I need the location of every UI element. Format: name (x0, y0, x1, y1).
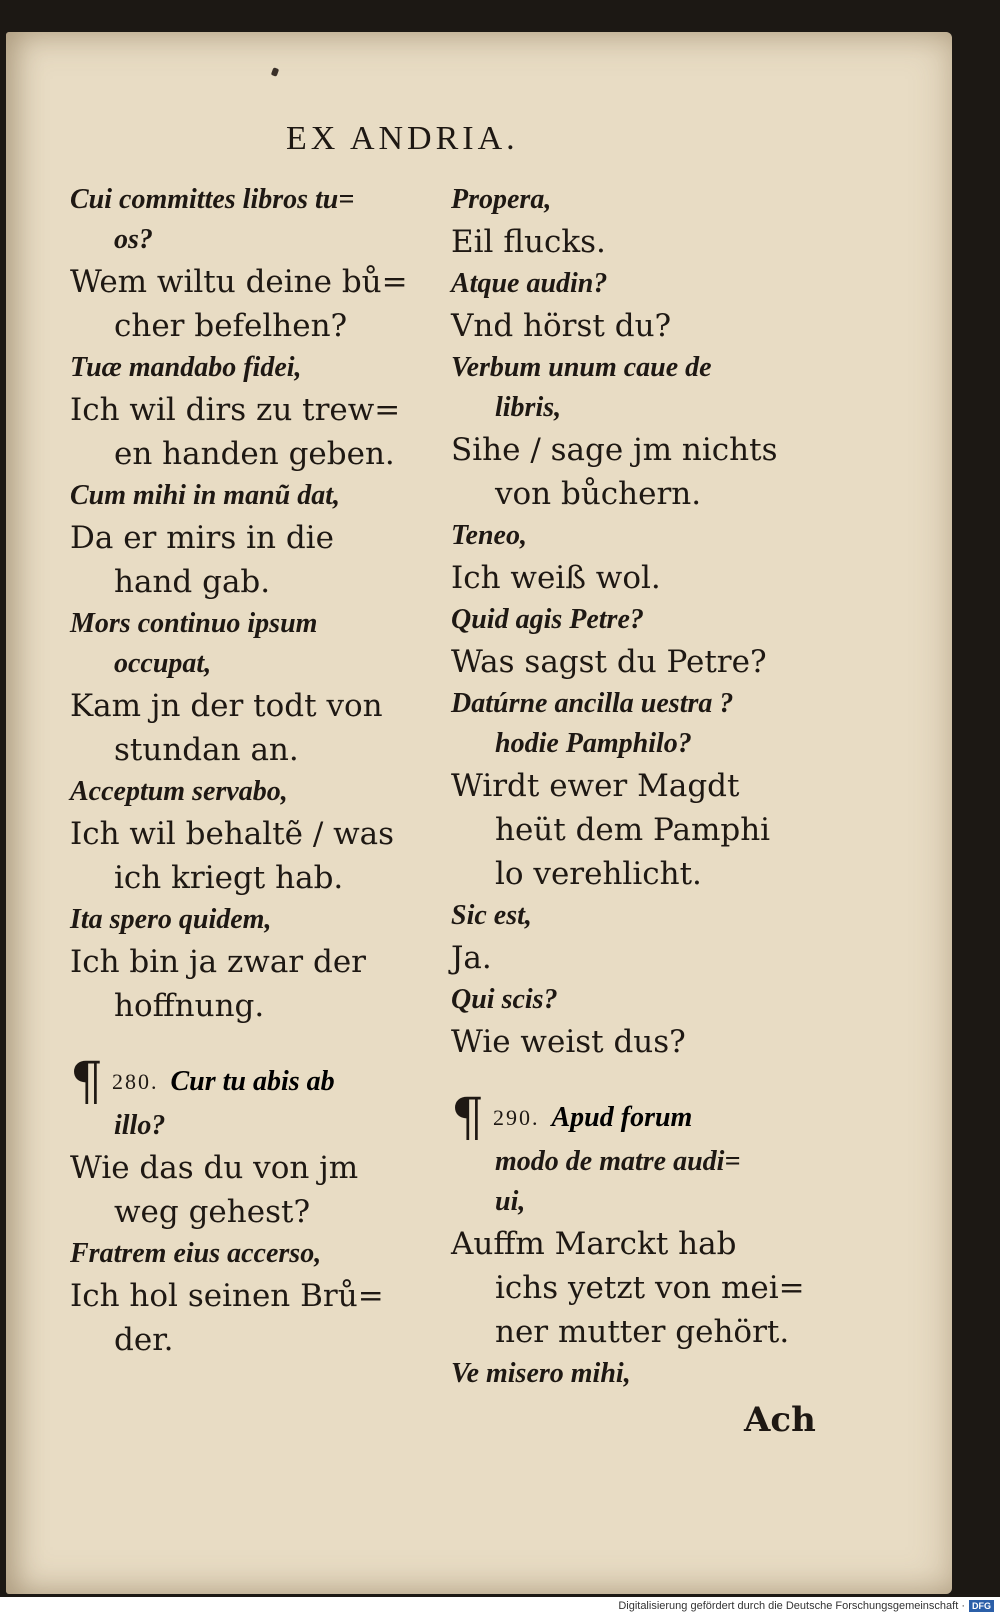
section-latin-line: Apud forum (551, 1102, 693, 1133)
page-edge-mark (271, 67, 279, 77)
latin-line: occupat, (114, 648, 212, 679)
latin-line: libris, (495, 392, 562, 423)
german-line: der. (114, 1322, 174, 1358)
latin-line: Quid agis Petre? (451, 604, 644, 635)
latin-line: hodie Pamphilo? (495, 728, 692, 759)
latin-line: modo de matre audi= (495, 1146, 741, 1177)
right-dialogue-block-1 (451, 180, 801, 1064)
german-line: heüt dem Pamphi (495, 812, 771, 848)
right-dialogue-block-2 (451, 1142, 805, 1394)
latin-line: Ita spero quidem, (70, 904, 272, 935)
german-line: Wie das du von jm (70, 1150, 359, 1186)
dfg-logo: DFG (969, 1600, 994, 1612)
german-line: Eil flucks. (451, 224, 606, 260)
latin-line: Cum mihi in manũ dat, (70, 480, 340, 511)
latin-line: Fratrem eius accerso, (70, 1238, 322, 1269)
latin-line: os? (114, 224, 153, 255)
latin-line: Teneo, (451, 520, 527, 551)
german-line: Wirdt ewer Magdt (451, 768, 740, 804)
german-line: Da er mirs in die (70, 520, 334, 556)
german-line: Ich bin ja zwar der (70, 944, 366, 980)
section-number: 280. (112, 1069, 159, 1094)
latin-line: Sic est, (451, 900, 532, 931)
right-text-column (451, 180, 805, 1394)
latin-line: Datúrne ancilla uestra ? (451, 688, 734, 719)
section-gap (451, 1064, 801, 1094)
latin-line: Qui scis? (451, 984, 558, 1015)
latin-line: Tuæ mandabo fidei, (70, 352, 302, 383)
german-line: Was sagst du Petre? (451, 644, 767, 680)
german-line: en handen geben. (114, 436, 395, 472)
catchword: Ach (744, 1400, 816, 1440)
section-latin-line: Cur tu abis ab (170, 1066, 335, 1097)
german-line: Ich wil behaltẽ / was (70, 816, 395, 852)
german-line: lo verehlicht. (495, 856, 702, 892)
section-heading-290 (451, 1088, 801, 1148)
german-line: weg gehest? (114, 1194, 311, 1230)
digitization-footer (0, 1597, 1000, 1615)
latin-line: ui, (495, 1186, 526, 1217)
left-dialogue-block-1 (70, 180, 420, 1028)
german-line: Kam jn der todt von (70, 688, 383, 724)
latin-line: Cui committes libros tu= (70, 184, 355, 215)
german-line: von bůchern. (495, 476, 702, 512)
left-text-column (70, 180, 420, 1362)
german-line: stundan an. (114, 732, 299, 768)
german-line: Ich weiß wol. (451, 560, 661, 596)
latin-line: Propera, (451, 184, 552, 215)
german-line: ichs yetzt von mei= (495, 1270, 805, 1306)
german-line: Wie weist dus? (451, 1024, 686, 1060)
german-line: ner mutter gehört. (495, 1314, 790, 1350)
section-mark-icon: ¶ (70, 1052, 104, 1112)
german-line: Ja. (451, 940, 492, 976)
german-line: Auffm Marckt hab (451, 1226, 737, 1262)
latin-line: Atque audin? (451, 268, 608, 299)
footer-credit: Digitalisierung gefördert durch die Deutsche Forschungsgemeinschaft · (618, 1600, 965, 1612)
book-page (6, 32, 952, 1594)
german-line: Sihe / sage jm nichts (451, 432, 778, 468)
latin-line: Mors continuo ipsum (70, 608, 318, 639)
section-number: 290. (493, 1105, 540, 1130)
german-line: hoffnung. (114, 988, 265, 1024)
section-mark-icon: ¶ (451, 1088, 485, 1148)
latin-line: Acceptum servabo, (70, 776, 288, 807)
latin-line: illo? (114, 1110, 166, 1141)
latin-line: Verbum unum caue de (451, 352, 712, 383)
left-dialogue-block-2 (70, 1106, 420, 1362)
german-line: Vnd hörst du? (451, 308, 672, 344)
section-gap (70, 1028, 420, 1058)
latin-line: Ve misero mihi, (451, 1358, 631, 1389)
german-line: hand gab. (114, 564, 271, 600)
german-line: ich kriegt hab. (114, 860, 344, 896)
german-line: Ich hol seinen Brů= (70, 1278, 384, 1314)
german-line: Ich wil dirs zu trew= (70, 392, 401, 428)
section-heading-280 (70, 1052, 420, 1112)
german-line: cher befelhen? (114, 308, 348, 344)
running-head: EX ANDRIA. (286, 120, 519, 157)
german-line: Wem wiltu deine bů= (70, 264, 408, 300)
